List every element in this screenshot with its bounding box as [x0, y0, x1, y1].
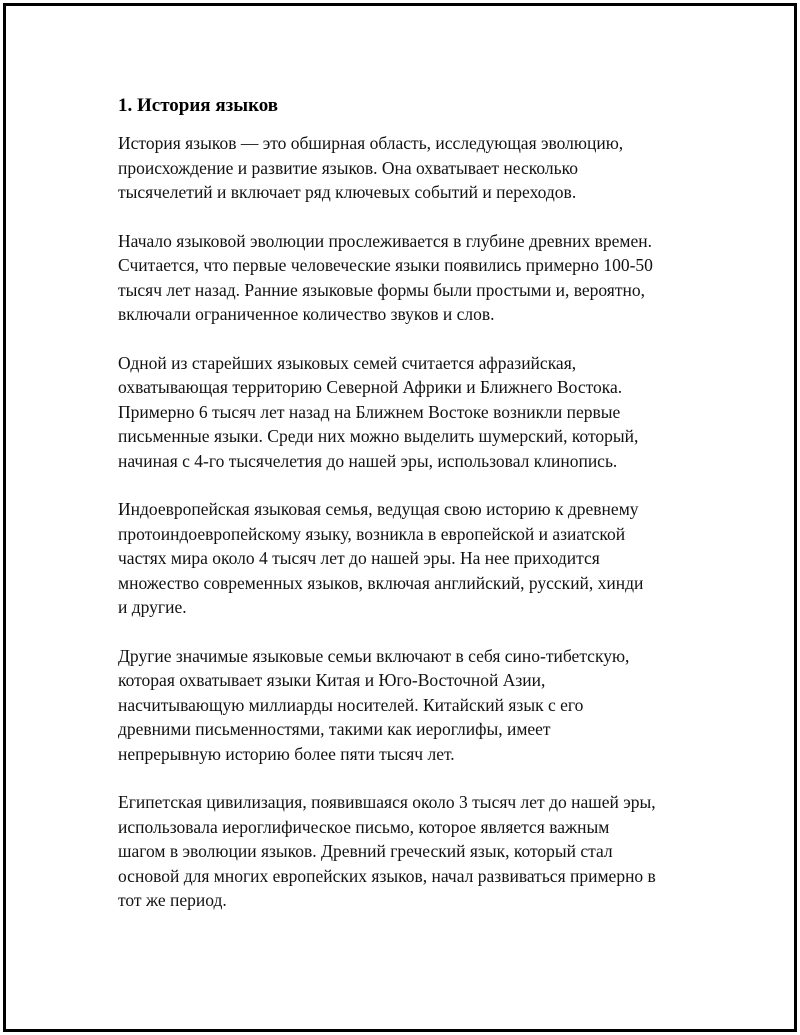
- paragraph-sinotibetan: [118, 644, 698, 767]
- text-line: которая охватывает языки Китая и Юго-Восточной Азии,: [118, 670, 546, 690]
- document-body: [118, 95, 698, 937]
- text-line: тысячелетий и включает ряд ключевых событий и переходов.: [118, 182, 577, 202]
- section-title: 1. История языков: [118, 95, 279, 116]
- text-line: Одной из старейших языковых семей считается афразийская,: [118, 352, 577, 373]
- text-line: Примерно 6 тысяч лет назад на Ближнем Востоке возникли первые: [118, 401, 621, 422]
- paragraph-origins: [118, 229, 698, 327]
- text-line: множество современных языков, включая английский, русский, хинди: [118, 572, 644, 593]
- paragraph-egypt: [118, 790, 698, 913]
- text-line: Считается, что первые человеческие языки появились примерно 100-50: [118, 255, 653, 275]
- text-line: частях мира около 4 тысяч лет до нашей эры. На нее приходится: [118, 548, 600, 568]
- text-line: История языков — это обширная область, исследующая эволюцию,: [118, 133, 624, 153]
- paragraph-indoeuropean: [118, 497, 698, 620]
- text-line: происхождение и развитие языков. Она охватывает несколько: [118, 157, 578, 178]
- text-line: насчитывающую миллиарды носителей. Китайский язык с его: [118, 694, 584, 715]
- text-line: использовала иероглифическое письмо, которое является важным: [118, 816, 610, 837]
- text-line: и другие.: [118, 597, 187, 617]
- text-line: Индоевропейская языковая семья, ведущая свою историю к древнему: [118, 499, 639, 519]
- text-line: тысяч лет назад. Ранние языковые формы были простыми и, вероятно,: [118, 279, 645, 300]
- text-line: включали ограниченное количество звуков и слов.: [118, 304, 495, 324]
- text-line: древними письменностями, такими как иероглифы, имеет: [118, 719, 551, 739]
- text-line: протоиндоевропейскому языку, возникла в европейской и азиатской: [118, 523, 626, 544]
- text-line: Египетская цивилизация, появившаяся около 3 тысяч лет до нашей эры,: [118, 792, 656, 812]
- text-line: непрерывную историю более пяти тысяч лет.: [118, 743, 455, 764]
- paragraph-intro: [118, 131, 698, 205]
- text-line: Начало языковой эволюции прослеживается в глубине древних времен.: [118, 230, 652, 251]
- text-line: тот же период.: [118, 890, 227, 910]
- text-line: охватывающая территорию Северной Африки и Ближнего Востока.: [118, 377, 623, 397]
- paragraph-afroasiatic: [118, 351, 698, 474]
- text-line: основой для многих европейских языков, начал развиваться примерно в: [118, 865, 656, 886]
- text-line: Другие значимые языковые семьи включают в себя сино-тибетскую,: [118, 645, 630, 666]
- text-line: письменные языки. Среди них можно выделить шумерский, который,: [118, 426, 639, 446]
- text-line: шагом в эволюции языков. Древний греческий язык, который стал: [118, 841, 613, 861]
- text-line: начиная с 4-го тысячелетия до нашей эры, использовал клинопись.: [118, 450, 618, 471]
